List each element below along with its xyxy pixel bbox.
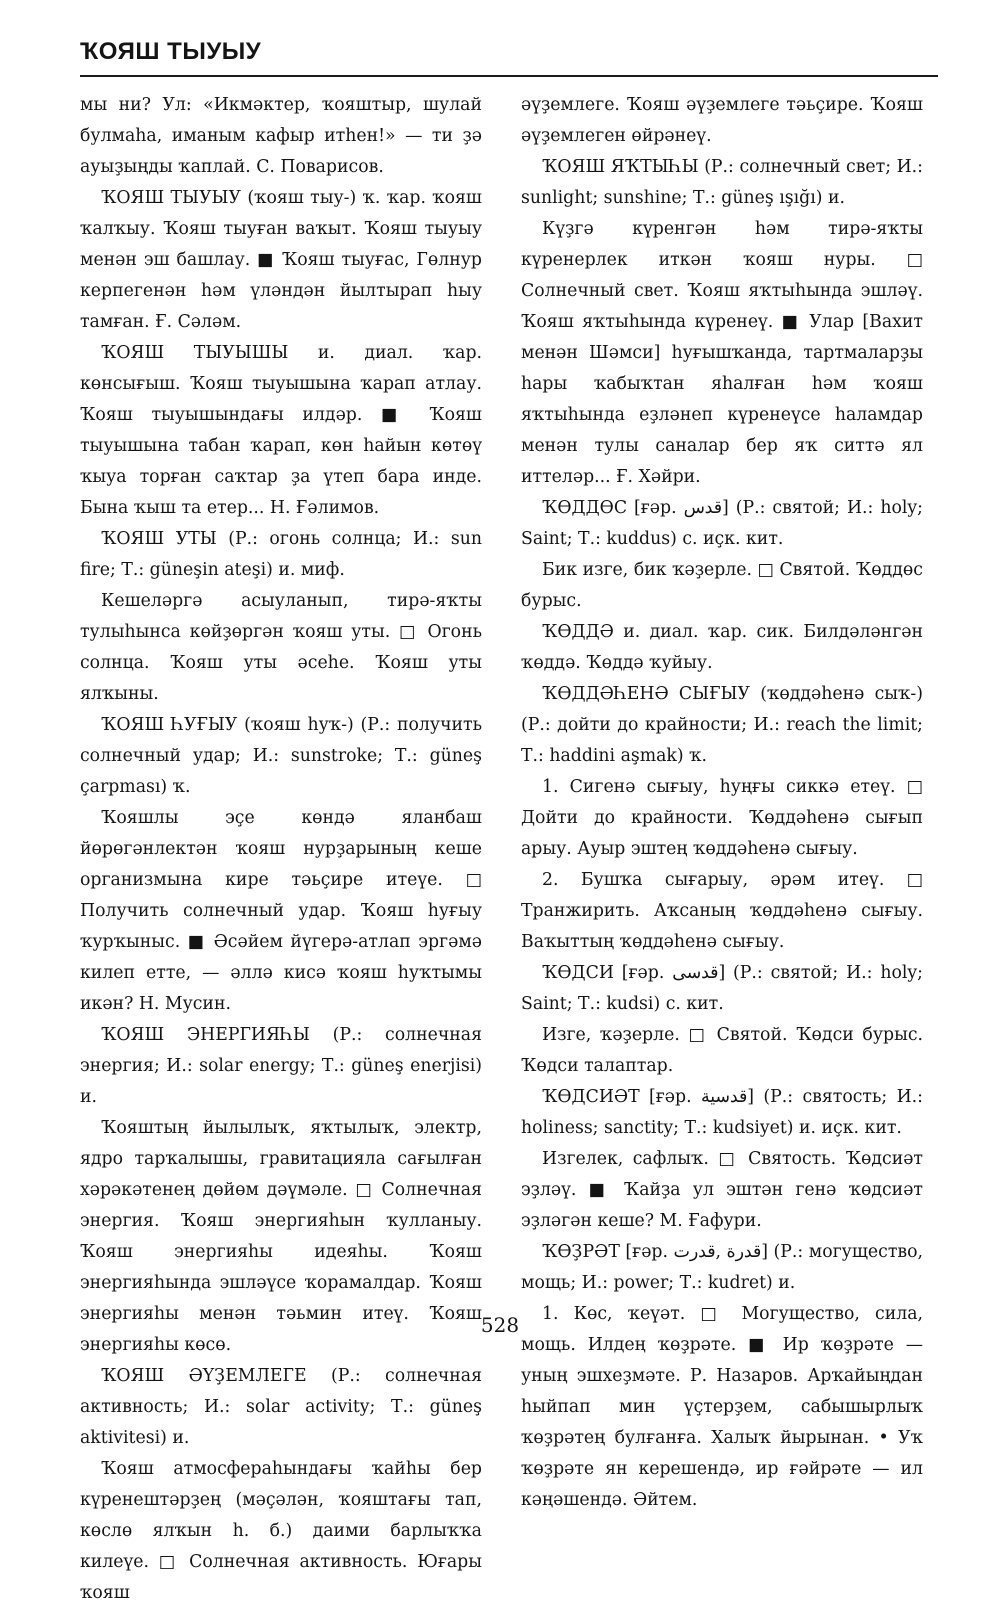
dictionary-paragraph: 1. Көс, ҡеүәт. □ Могущество, сила, мощь. Илдең ҡөҙрәте. ■ Ир ҡөҙрәте — уның эшхеҙмәте. Р. Назаров. Арҡайыңдан һыйпап мин үҫтерҙем, сабышырлыҡ ҡөҙрәтең булғанға. Халыҡ йырынан. • Уҡ ҡөҙрәте ян керешендә, ир ғәйрәте — ил кәңәшендә. Әйтем. — [521, 1304, 923, 1510]
dictionary-entry: ҠӨДСИӘТ [ғәр. قدسية] (Р.: святость; И.: holiness; sanctity; Т.: kudsiyet) и. иҫк. кит. — [521, 1087, 923, 1138]
dictionary-entry: ҠОЯШ УТЫ (Р.: огонь солнца; И.: sun fire; Т.: güneşin ateşi) и. миф. — [80, 529, 482, 580]
page-number: 528 — [480, 1313, 520, 1337]
dictionary-entry: ҠӨДДӘ и. диал. ҡар. сик. Билдәләнгән ҡөддә. Ҡөддә ҡуйыу. — [521, 622, 923, 673]
dictionary-paragraph: Ҡояш атмосфераһындағы ҡайһы бер күренештәрҙең (мәҫәлән, ҡояштағы тап, көслө ялҡын һ. б.) даими барлыҡҡа килеүе. □ Солнечная активность. Юғары ҡояш — [80, 1459, 482, 1603]
dictionary-paragraph: Ҡояштың йылылыҡ, яҡтылыҡ, электр, ядро тарҡалышы, гравитацияла сағылған хәрәкәтенең дөйөм дәүмәле. □ Солнечная энергия. Ҡояш энергияһын ҡулланыу. Ҡояш энергияһы идеяһы. Ҡояш энергияһында эшләүсе ҡорамалдар. Ҡояш энергияһы менән тәьмин итеү. Ҡояш энергияһы көсө. — [80, 1118, 482, 1355]
dictionary-paragraph: Изге, ҡәҙерле. □ Святой. Ҡөдси бурыс. Ҡөдси талаптар. — [521, 1025, 923, 1076]
dictionary-entry: ҠӨҘРӘТ [ғәр. قدرة ,قدرت] (Р.: могущество, мощь; И.: power; Т.: kudret) и. — [521, 1242, 924, 1293]
dictionary-paragraph: Ҡояшлы эҫе көндә яланбаш йөрөгәнлектән ҡояш нурҙарының кеше организмына кире тәьҫире итеүе. □ Получить солнечный удар. Ҡояш һуғыу ҡурҡыныс. ■ Әсәйем йүгерә-атлап эргәмә килеп етте, — әллә кисә ҡояш һуҡтымы икән? Н. Мусин. — [80, 808, 482, 1014]
dictionary-paragraph: Изгелек, сафлыҡ. □ Святость. Ҡөдсиәт эҙләү. ■ Ҡайҙа ул эштән генә ҡөдсиәт эҙләгән кеше? М. Ғафури. — [521, 1149, 923, 1231]
page-header-title: ҠОЯШ ТЫУЫУ — [80, 38, 262, 65]
dictionary-entry: ҠОЯШ ҺУҒЫУ (ҡояш һуҡ-) (Р.: получить солнечный удар; И.: sunstroke; Т.: güneş çarpması) ҡ. — [80, 715, 482, 797]
dictionary-entry: ҠОЯШ ТЫУЫУ (ҡояш тыу-) ҡ. ҡар. ҡояш ҡалҡыу. Ҡояш тыуған ваҡыт. Ҡояш тыуыу менән эш башлау. ■ Ҡояш тыуғас, Гөлнур керпегенән һәм үләндән йылтырап һыу тамған. Ғ. Сәләм. — [80, 188, 482, 332]
dictionary-entry: ҠӨДДӨС [ғәр. قدس] (Р.: святой; И.: holy; Saint; Т.: kuddus) с. иҫк. кит. — [521, 498, 923, 549]
dictionary-entry: ҠОЯШ ЯҠТЫҺЫ (Р.: солнечный свет; И.: sunlight; sunshine; Т.: güneş ışığı) и. — [521, 157, 923, 208]
dictionary-paragraph: әүҙемлеге. Ҡояш әүҙемлеге тәьҫире. Ҡояш әүҙемлеген өйрәнеү. — [521, 95, 923, 146]
header-rule — [80, 75, 938, 77]
dictionary-paragraph: мы ни? Ул: «Икмәктер, ҡояштыр, шулай булмаһа, иманым кафыр итһен!» — ти ҙә ауыҙыңды ҡаплай. С. Поварисов. — [80, 95, 482, 177]
dictionary-paragraph: Күҙгә күренгән һәм тирә-яҡты күренерлек иткән ҡояш нуры. □ Солнечный свет. Ҡояш яҡтыһында эшләү. Ҡояш яҡтыһында күренеү. ■ Улар [Вахит менән Шәмси] һуғышҡанда, тартмаларҙы һары ҡабыҡтан яһалған һәм ҡояш яҡтыһында еҙләнеп күренеүсе һаламдар менән тулы саналар бер яҡ ситтә ял иттеләр... Ғ. Хәйри. — [521, 219, 923, 487]
dictionary-entry: ҠОЯШ ЭНЕРГИЯҺЫ (Р.: солнечная энергия; И.: solar energy; Т.: güneş enerjisi) и. — [80, 1025, 482, 1107]
dictionary-entry: ҠӨДСИ [ғәр. قدسى] (Р.: святой; И.: holy; Saint; Т.: kudsi) с. кит. — [521, 963, 923, 1014]
dictionary-entry: ҠӨДДӘҺЕНӘ СЫҒЫУ (ҡөддәһенә сыҡ-) (Р.: дойти до крайности; И.: reach the limit; Т.: haddini aşmak) ҡ. — [521, 684, 923, 766]
dictionary-paragraph: Бик изге, бик ҡәҙерле. □ Святой. Ҡөддөс бурыс. — [521, 560, 923, 611]
left-column — [80, 90, 482, 1609]
dictionary-entry: ҠОЯШ ӘҮҘЕМЛЕГЕ (Р.: солнечная активность; И.: solar activity; Т.: güneş aktivitesi) и. — [80, 1366, 482, 1448]
right-column — [521, 90, 923, 1516]
dictionary-entry: ҠОЯШ ТЫУЫШЫ и. диал. ҡар. көнсығыш. Ҡояш тыуышына ҡарап атлау. Ҡояш тыуышындағы илдәр. ■ Ҡояш тыуышына табан ҡарап, көн һайын көтөү ҡыуа торған саҡтар ҙа үтеп бара инде. Бына ҡыш та етер... Н. Ғәлимов. — [80, 343, 482, 518]
dictionary-paragraph: 2. Бушҡа сығарыу, әрәм итеү. □ Транжирить. Аҡсаның ҡөддәһенә сығыу. Ваҡыттың ҡөддәһенә сығыу. — [521, 870, 923, 952]
dictionary-paragraph: Кешеләргә асыуланып, тирә-яҡты тулыһынса көйҙөргән ҡояш уты. □ Огонь солнца. Ҡояш уты әсеһе. Ҡояш уты ялҡыны. — [80, 591, 482, 704]
running-header — [80, 38, 938, 66]
dictionary-paragraph: 1. Сигенә сығыу, һуңғы сиккә етеү. □ Дойти до крайности. Ҡөддәһенә сығып арыу. Ауыр эштең ҡөддәһенә сығыу. — [521, 777, 923, 859]
